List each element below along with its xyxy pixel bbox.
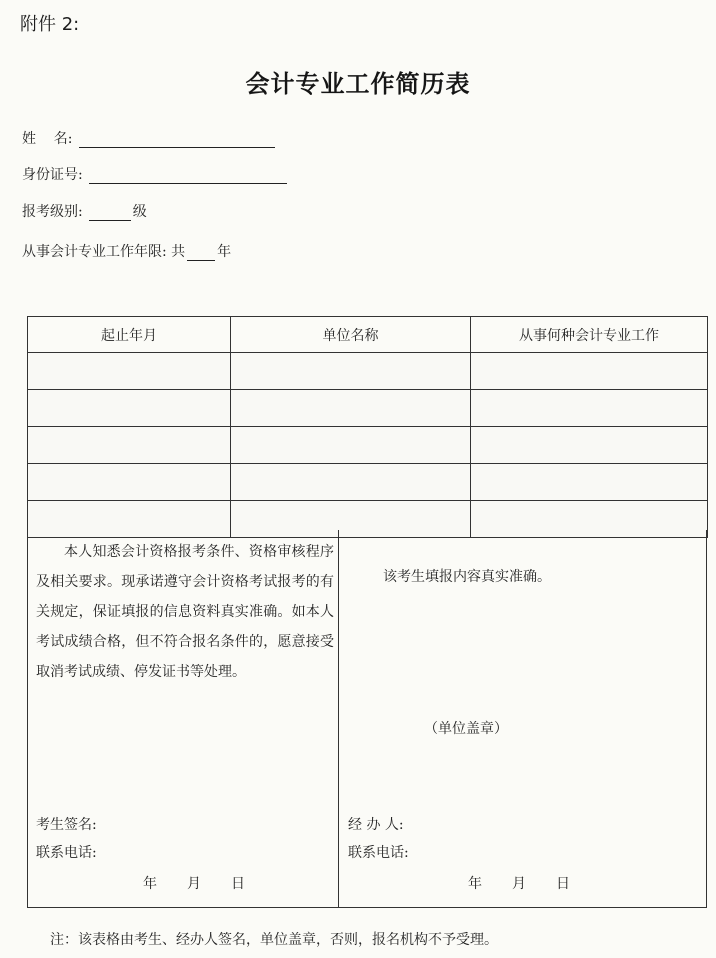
table-cell[interactable] xyxy=(471,390,708,427)
table-cell[interactable] xyxy=(231,464,471,501)
table-cell[interactable] xyxy=(28,464,231,501)
column-header-period: 起止年月 xyxy=(28,317,231,353)
date-month-label: 月 xyxy=(512,876,526,892)
table-row xyxy=(28,427,708,464)
level-suffix: 级 xyxy=(132,204,147,220)
employer-seal-label: （单位盖章） xyxy=(424,721,508,737)
table-cell[interactable] xyxy=(471,353,708,390)
years-label: 从事会计专业工作年限: 共 xyxy=(22,244,186,260)
candidate-signature-label: 考生签名: xyxy=(36,817,97,833)
table-cell[interactable] xyxy=(231,390,471,427)
table-cell[interactable] xyxy=(471,427,708,464)
name-input-line[interactable] xyxy=(79,131,275,148)
date-day-label: 日 xyxy=(556,876,570,892)
table-cell[interactable] xyxy=(28,390,231,427)
attachment-label: 附件 2: xyxy=(20,14,80,35)
column-header-work-type: 从事何种会计专业工作 xyxy=(471,317,708,353)
years-input-line[interactable] xyxy=(187,244,215,261)
table-row xyxy=(28,390,708,427)
footer-note: 注：该表格由考生、经办人签名，单位盖章，否则，报名机构不予受理。 xyxy=(50,932,498,948)
table-header-row xyxy=(28,317,708,353)
level-label: 报考级别: xyxy=(22,204,83,220)
table-cell[interactable] xyxy=(231,353,471,390)
work-history-table xyxy=(27,316,708,538)
candidate-date-line xyxy=(143,873,245,893)
date-day-label: 日 xyxy=(231,876,245,892)
level-input-line[interactable] xyxy=(89,204,131,221)
table-cell[interactable] xyxy=(471,464,708,501)
table-row xyxy=(28,353,708,390)
id-field-row xyxy=(22,164,287,184)
table-cell[interactable] xyxy=(28,427,231,464)
years-field-row xyxy=(22,241,231,261)
date-month-label: 月 xyxy=(187,876,201,892)
date-year-label: 年 xyxy=(143,876,157,892)
candidate-pledge-text: 本人知悉会计资格报考条件、资格审核程序及相关要求。现承诺遵守会计资格考试报考的有关规定，保证填报的信息资料真实准确。如本人考试成绩合格，但不符合报名条件的，愿意接受取消考试成绩、停发证书等处理。 xyxy=(36,544,334,680)
table-row xyxy=(28,464,708,501)
years-suffix: 年 xyxy=(217,244,232,260)
date-year-label: 年 xyxy=(468,876,482,892)
handler-label: 经 办 人: xyxy=(348,817,404,833)
name-field-row xyxy=(22,128,275,148)
id-input-line[interactable] xyxy=(89,167,287,184)
handler-date-line xyxy=(468,873,570,893)
form-title: 会计专业工作简历表 xyxy=(245,69,471,98)
table-cell[interactable] xyxy=(28,353,231,390)
name-label: 姓 名: xyxy=(22,131,73,147)
declaration-divider xyxy=(338,530,339,907)
handler-phone-label: 联系电话: xyxy=(348,845,409,861)
declaration-section xyxy=(27,530,707,908)
table-cell[interactable] xyxy=(231,427,471,464)
column-header-employer: 单位名称 xyxy=(231,317,471,353)
id-label: 身份证号: xyxy=(22,167,83,183)
candidate-phone-label: 联系电话: xyxy=(36,845,97,861)
level-field-row xyxy=(22,201,147,221)
employer-confirm-text: 该考生填报内容真实准确。 xyxy=(383,569,551,585)
